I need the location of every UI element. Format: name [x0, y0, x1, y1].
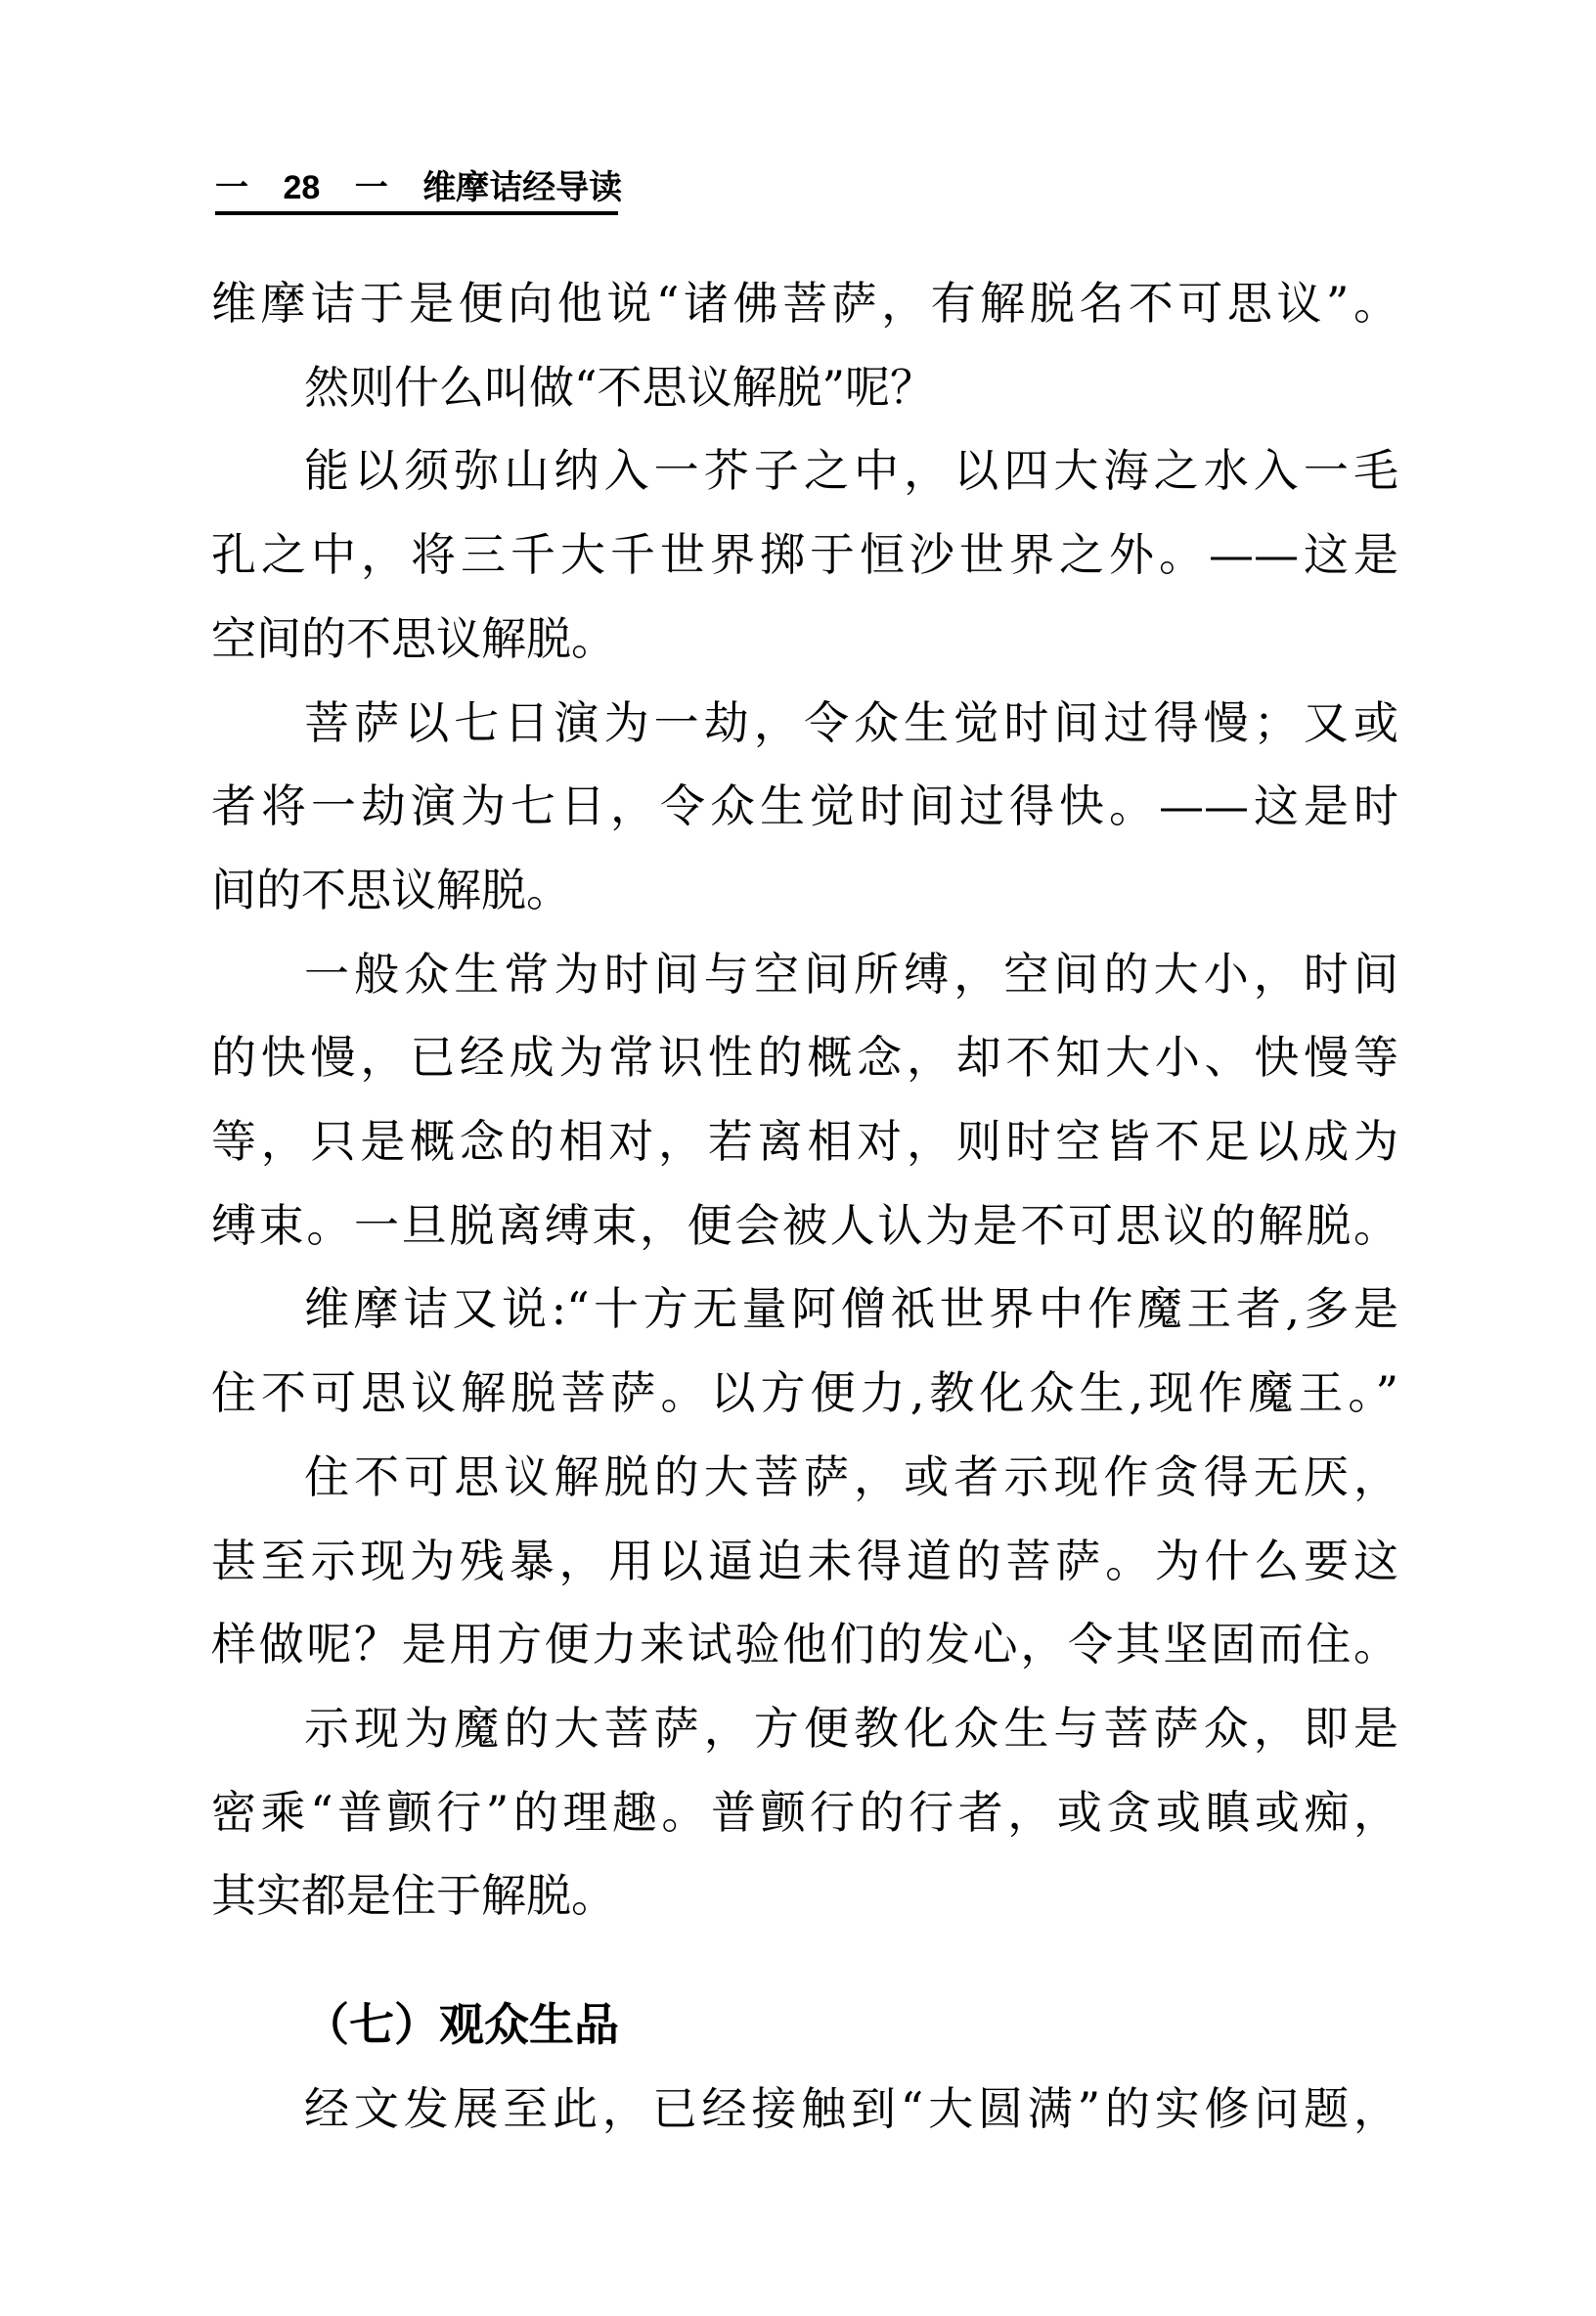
text-line: 示现为魔的大菩萨，方便教化众生与菩萨众，即是 — [304, 1702, 1398, 1755]
text-line: 一般众生常为时间与空间所缚，空间的大小，时间 — [304, 948, 1398, 1001]
text-line: 住不可思议解脱的大菩萨，或者示现作贪得无厌， — [304, 1450, 1398, 1503]
text-line: 者将一劫演为七日，令众生觉时间过得快。——这是时 — [211, 779, 1398, 832]
text-line: 的快慢，已经成为常识性的概念，却不知大小、快慢等 — [211, 1031, 1398, 1084]
text-line: 空间的不思议解脱。 — [211, 612, 616, 665]
text-line: 住不可思议解脱菩萨。以方便力,教化众生,现作魔王。” — [211, 1366, 1398, 1419]
page-number: 28 — [283, 169, 321, 206]
text-line: 其实都是住于解脱。 — [211, 1869, 616, 1922]
text-line: 然则什么叫做“不思议解脱”呢？ — [304, 361, 936, 414]
text-line: 孔之中，将三千大千世界掷于恒沙世界之外。——这是 — [211, 528, 1398, 581]
running-header — [215, 164, 623, 215]
text-line: 缚束。一旦脱离缚束，便会被人认为是不可思议的解脱。 — [211, 1199, 1398, 1252]
book-title: 维摩诘经导读 — [422, 169, 623, 206]
text-line: 经文发展至此，已经接触到“大圆满”的实修问题， — [304, 2082, 1398, 2135]
text-line: 间的不思议解脱。 — [211, 864, 571, 916]
text-line: 甚至示现为残暴，用以逼迫未得道的菩萨。为什么要这 — [211, 1535, 1398, 1587]
text-line: 维摩诘于是便向他说“诸佛菩萨，有解脱名不可思议”。 — [211, 277, 1398, 330]
text-line: 等，只是概念的相对，若离相对，则时空皆不足以成为 — [211, 1115, 1398, 1168]
section-heading: （七）观众生品 — [304, 1999, 619, 2050]
text-line: 菩萨以七日演为一劫，令众生觉时间过得慢；又或 — [304, 696, 1398, 749]
text-line: 能以须弥山纳入一芥子之中，以四大海之水入一毛 — [304, 444, 1398, 497]
text-line: 维摩诘又说:“十方无量阿僧祇世界中作魔王者,多是 — [304, 1282, 1398, 1335]
text-line: 密乘“普颤行”的理趣。普颤行的行者，或贪或瞋或痴， — [211, 1786, 1398, 1839]
header-dash-left: 一 — [215, 169, 248, 206]
text-line: 样做呢？是用方便力来试验他们的发心，令其坚固而住。 — [211, 1618, 1398, 1670]
header-dash-right: 一 — [354, 169, 388, 206]
